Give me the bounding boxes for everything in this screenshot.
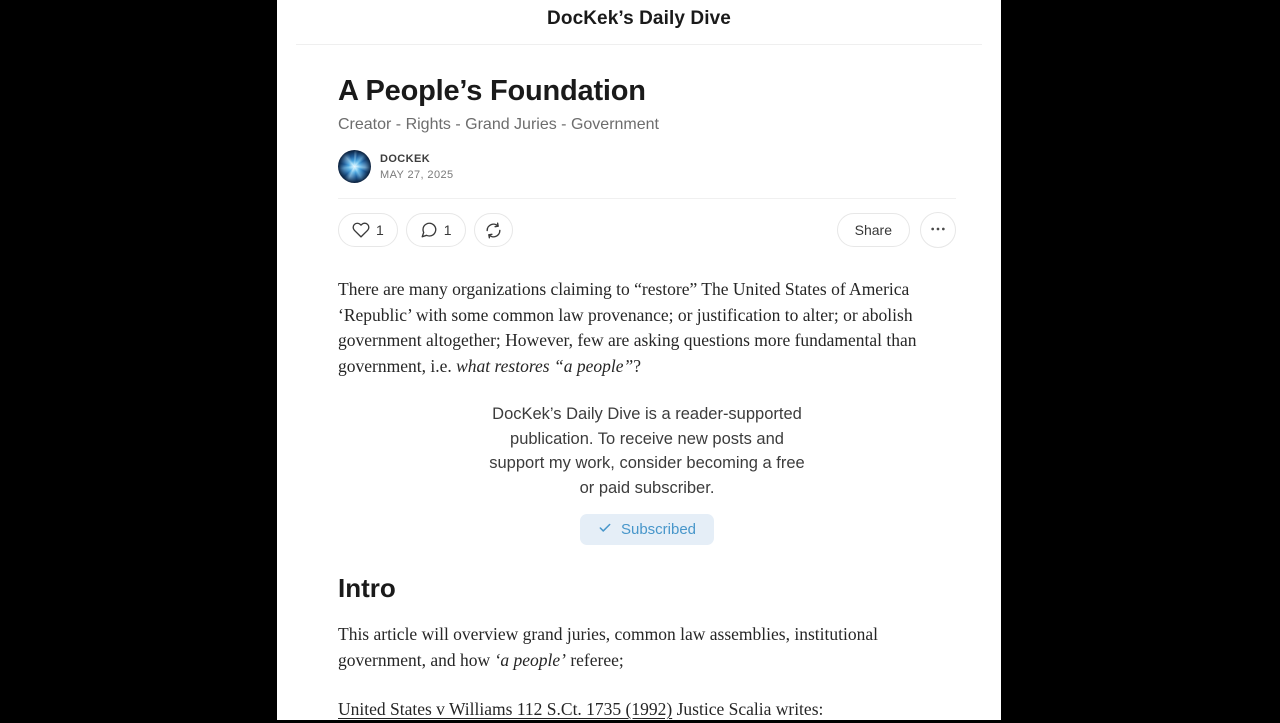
publication-header bbox=[277, 0, 1001, 44]
italic-phrase-2: ‘a people’ bbox=[494, 649, 566, 670]
restack-icon bbox=[484, 221, 503, 240]
case-citation-link[interactable]: United States v Williams 112 S.Ct. 1735 (1992) bbox=[338, 699, 673, 719]
paragraph-citation: United States v Williams 112 S.Ct. 1735 (1992) Justice Scalia writes: bbox=[338, 699, 824, 719]
subscribe-row bbox=[338, 514, 956, 545]
italic-phrase: what restores “a people” bbox=[456, 355, 634, 376]
like-button[interactable] bbox=[338, 213, 398, 247]
subscribed-button[interactable] bbox=[580, 514, 714, 545]
article bbox=[338, 75, 956, 723]
more-options-button[interactable] bbox=[920, 212, 956, 248]
post-date: MAY 27, 2025 bbox=[380, 168, 454, 181]
like-count: 1 bbox=[376, 222, 384, 238]
ellipsis-icon bbox=[930, 221, 946, 240]
actions-divider bbox=[338, 198, 956, 199]
publication-title[interactable]: DocKek’s Daily Dive bbox=[547, 8, 731, 29]
check-icon bbox=[598, 521, 612, 539]
comment-button[interactable] bbox=[406, 213, 466, 247]
action-bar bbox=[338, 212, 956, 248]
header-divider bbox=[296, 44, 982, 45]
intro-heading: Intro bbox=[338, 573, 396, 603]
subscribed-label: Subscribed bbox=[620, 521, 697, 538]
paragraph-opening: There are many organizations claiming to “restore” The United States of America ‘Republic’ with some common law provenance; or justification to alter; or abolish government altogether; However, few are asking questions more fundamental than government, i.e. what restores “a people”? bbox=[338, 279, 917, 376]
page-container bbox=[277, 0, 1001, 720]
share-button[interactable]: Share bbox=[837, 213, 910, 247]
byline bbox=[338, 150, 956, 183]
comment-icon bbox=[420, 221, 438, 239]
paragraph-intro: This article will overview grand juries, common law assemblies, institutional government, and how ‘a people’ referee; bbox=[338, 624, 878, 670]
author-name[interactable]: DOCKEK bbox=[380, 152, 431, 165]
heart-icon bbox=[352, 221, 370, 239]
comment-count: 1 bbox=[443, 222, 452, 238]
restack-button[interactable] bbox=[474, 213, 513, 247]
author-avatar[interactable] bbox=[338, 150, 371, 183]
subscription-blurb: DocKek’s Daily Dive is a reader-supported publication. To receive new posts and support my work, consider becoming a free or paid subscriber. bbox=[489, 405, 805, 497]
post-title: A People’s Foundation bbox=[338, 75, 646, 107]
post-subtitle: Creator - Rights - Grand Juries - Government bbox=[338, 116, 659, 133]
